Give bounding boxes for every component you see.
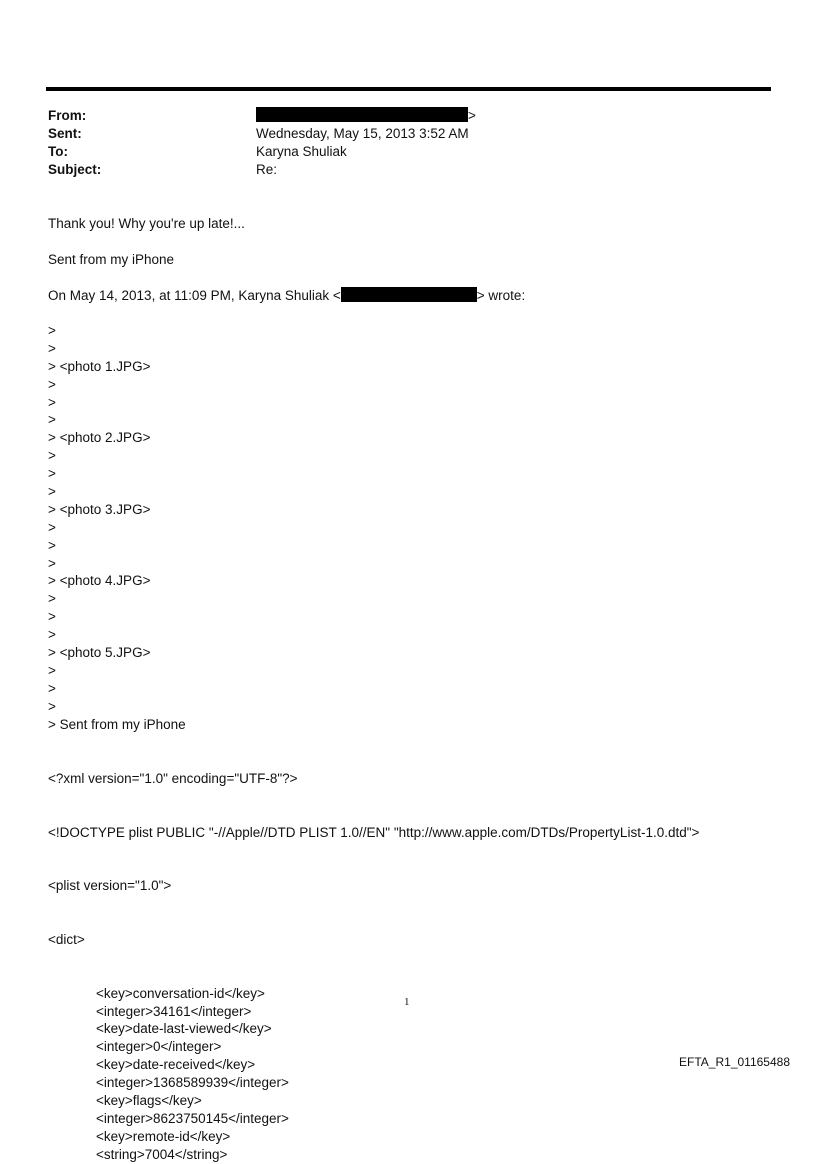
xml-entries bbox=[48, 985, 699, 1162]
body-line-thanks: Thank you! Why you're up late!... bbox=[48, 216, 245, 231]
quoted-line: > bbox=[48, 698, 56, 714]
attribution-prefix: On May 14, 2013, at 11:09 PM, Karyna Shuliak < bbox=[48, 288, 341, 303]
to-value: Karyna Shuliak bbox=[256, 144, 347, 159]
from-value bbox=[256, 107, 476, 125]
quoted-line: > bbox=[48, 537, 56, 553]
quoted-line: > bbox=[48, 323, 56, 338]
xml-entry: <key>conversation-id</key> bbox=[96, 985, 265, 1001]
quoted-line: > bbox=[48, 555, 56, 571]
quoted-line: > bbox=[48, 662, 56, 678]
redaction-bar bbox=[256, 107, 468, 122]
redaction-bar bbox=[341, 287, 477, 302]
xml-entry: <integer>34161</integer> bbox=[96, 1003, 252, 1019]
body-line-signature: Sent from my iPhone bbox=[48, 252, 175, 267]
xml-plist-open: <plist version="1.0"> bbox=[48, 878, 172, 894]
xml-entry: <integer>8623750145</integer> bbox=[96, 1110, 289, 1126]
plist-block bbox=[48, 734, 700, 1162]
quoted-line: > <photo 1.JPG> bbox=[48, 358, 151, 374]
quoted-line: > <photo 5.JPG> bbox=[48, 645, 151, 661]
quoted-line: > bbox=[48, 394, 56, 410]
quoted-line: > bbox=[48, 340, 56, 356]
quoted-line: > bbox=[48, 484, 56, 500]
to-label: To: bbox=[48, 144, 68, 159]
page-number: 1 bbox=[404, 996, 410, 1008]
quoted-line: > bbox=[48, 680, 56, 696]
quoted-line: > bbox=[48, 376, 56, 392]
quoted-line: > <photo 3.JPG> bbox=[48, 501, 151, 517]
quoted-line: > <photo 4.JPG> bbox=[48, 573, 151, 589]
xml-entry: <integer>0</integer> bbox=[96, 1039, 222, 1055]
quoted-line: > bbox=[48, 609, 56, 625]
body-line-attribution bbox=[48, 287, 525, 305]
attribution-suffix: > wrote: bbox=[476, 288, 526, 303]
xml-entry: <key>date-received</key> bbox=[96, 1057, 256, 1073]
subject-value: Re: bbox=[256, 162, 278, 177]
from-suffix: > bbox=[468, 108, 476, 123]
xml-entry: <key>flags</key> bbox=[96, 1092, 202, 1108]
quoted-line: > bbox=[48, 412, 56, 428]
quoted-line: > bbox=[48, 448, 56, 464]
from-label: From: bbox=[48, 108, 87, 123]
xml-entry: <integer>1368589939</integer> bbox=[96, 1075, 289, 1091]
subject-label: Subject: bbox=[48, 162, 102, 177]
quoted-line: > bbox=[48, 627, 56, 643]
quoted-line: > Sent from my iPhone bbox=[48, 716, 186, 732]
sent-label: Sent: bbox=[48, 126, 82, 141]
xml-doctype: <!DOCTYPE plist PUBLIC "-//Apple//DTD PLIST 1.0//EN" "http://www.apple.com/DTDs/PropertyList-1.0.dtd"> bbox=[48, 824, 700, 840]
xml-entry: <key>remote-id</key> bbox=[96, 1128, 231, 1144]
quoted-line: > bbox=[48, 519, 56, 535]
quoted-line: > bbox=[48, 591, 56, 607]
xml-declaration: <?xml version="1.0" encoding="UTF-8"?> bbox=[48, 770, 298, 786]
xml-entry: <string>7004</string> bbox=[96, 1146, 228, 1162]
document-id: EFTA_R1_01165488 bbox=[679, 1055, 790, 1069]
xml-dict-open: <dict> bbox=[48, 931, 85, 947]
header-rule bbox=[46, 87, 771, 91]
quoted-line: > <photo 2.JPG> bbox=[48, 430, 151, 446]
quoted-line: > bbox=[48, 466, 56, 482]
sent-value: Wednesday, May 15, 2013 3:52 AM bbox=[256, 126, 469, 141]
quoted-message bbox=[48, 322, 186, 733]
xml-entry: <key>date-last-viewed</key> bbox=[96, 1021, 272, 1037]
